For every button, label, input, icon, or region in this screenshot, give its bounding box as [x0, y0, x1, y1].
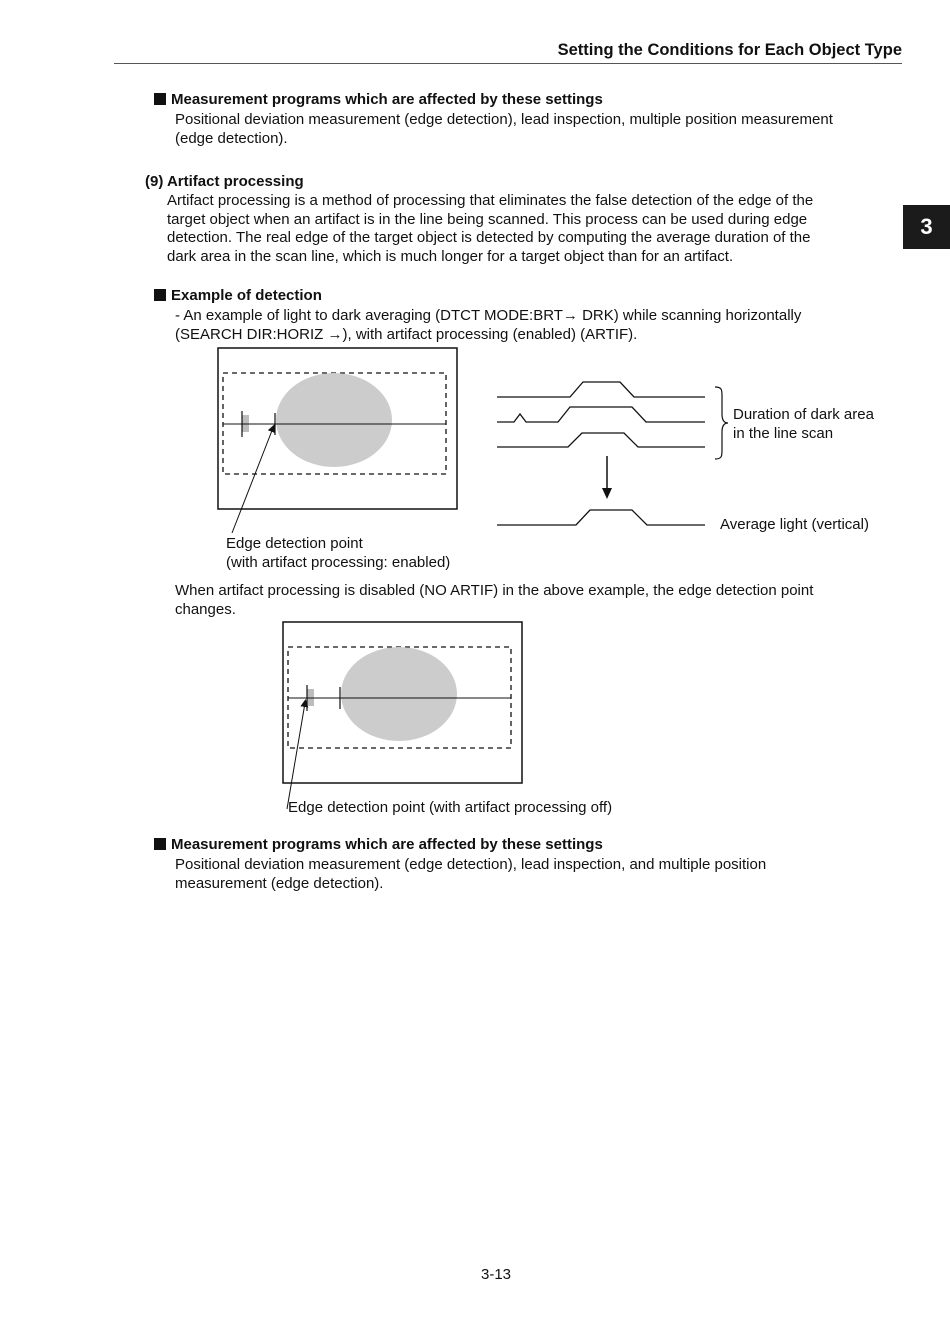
waveform-line-3: [497, 433, 705, 447]
label-line: (with artifact processing: enabled): [226, 553, 451, 571]
text-line: Positional deviation measurement (edge detection), lead inspection, multiple position measurement: [175, 111, 833, 128]
chapter-tab: 3: [903, 205, 950, 249]
text-line: changes.: [175, 600, 236, 618]
target-object: [276, 373, 392, 467]
figure-artifact-enabled: [0, 0, 950, 600]
label-line: in the line scan: [733, 424, 834, 442]
waveform-line-2: [497, 407, 705, 422]
text-line: When artifact processing is disabled (NO ARTIF) in the above example, the edge detection point: [175, 582, 814, 599]
label-line: Duration of dark area: [733, 406, 874, 423]
heading-text: Example of detection: [171, 287, 322, 304]
page-number: 3-13: [480, 1266, 512, 1283]
edge-detection-point-off-label: Edge detection point (with artifact processing off): [288, 799, 613, 816]
average-light-label: Average light (vertical): [720, 516, 869, 533]
brace-icon: [715, 387, 728, 459]
heading-text: Measurement programs which are affected by these settings: [171, 836, 603, 853]
text-line: - An example of light to dark averaging (DTCT MODE:BRT→ DRK) while scanning horizontally: [175, 307, 802, 324]
edge-leader-arrow: [232, 428, 273, 533]
down-arrow-icon: [602, 488, 612, 499]
square-bullet-icon: [154, 838, 166, 850]
label-line: Edge detection point: [226, 535, 363, 552]
averaged-waveform: [497, 510, 705, 525]
text-line: Positional deviation measurement (edge detection), lead inspection, and multiple position: [175, 856, 767, 873]
target-object: [341, 647, 457, 741]
text-line: dark area in the scan line, which is much longer for a target object than for an artifact.: [167, 247, 734, 265]
measurement-programs-text-bottom: [175, 856, 766, 893]
figure-artifact-disabled: [0, 600, 950, 830]
waveform-line-1: [497, 382, 705, 397]
page-header-title: Setting the Conditions for Each Object Type: [557, 41, 902, 59]
measurement-programs-heading-bottom: [154, 836, 603, 855]
text-line: Artifact processing is a method of processing that eliminates the false detection of the edge of the: [167, 192, 814, 209]
text-line: detection. The real edge of the target object is detected by computing the average duration of the: [167, 229, 811, 246]
duration-dark-area-label: [733, 406, 874, 443]
heading-text: Measurement programs which are affected by these settings: [171, 91, 603, 108]
artifact-processing-heading: (9) Artifact processing: [145, 173, 304, 190]
text-line: measurement (edge detection).: [175, 874, 384, 892]
edge-leader-arrow: [287, 703, 305, 809]
text-line: (SEARCH DIR:HORIZ →), with artifact processing (enabled) (ARTIF).: [175, 325, 638, 343]
text-line: (edge detection).: [175, 129, 288, 147]
edge-detection-point-label: [226, 535, 450, 572]
text-line: target object when an artifact is in the line being scanned. This process can be used during edge: [167, 210, 808, 228]
